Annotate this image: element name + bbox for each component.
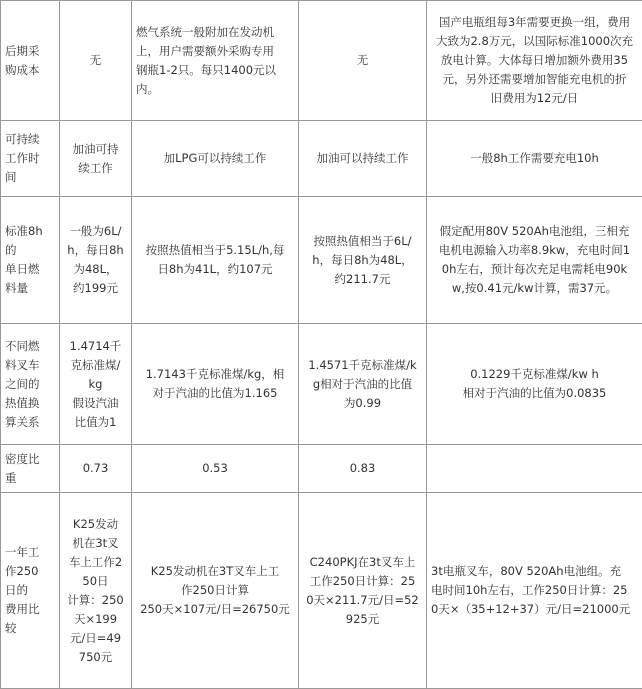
diesel-cell: 按照热值相当于6L/ h，每日8h为48L， 约211.7元	[299, 197, 427, 324]
diesel-cell: 0.83	[299, 445, 427, 493]
row-header: 可持续 工作时 间	[1, 121, 60, 197]
lpg-cell: 燃气系统一般附加在发动机 上，用户需要额外采购专用 钢瓶1-2只。每只1400元以 内。	[132, 1, 299, 121]
lpg-cell: 0.53	[132, 445, 299, 493]
row-header: 不同燃 料叉车 之间的 热值换 算关系	[1, 324, 60, 445]
electric-cell: 国产电瓶组每3年需要更换一组，费用 大致为2.8万元，以国际标准1000次充 放电计算。大体每日增加额外费用35 元，另外还需要增加智能充电机的折 旧费用为12元/日	[427, 1, 642, 121]
electric-cell: 3t电瓶叉车，80V 520Ah电池组。充 电时间10h左右，工作250日计算：25 0天×（35+12+37）元/日=21000元	[427, 493, 642, 689]
lpg-cell: 按照热值相当于5.15L/h,每 日8h为41L，约107元	[132, 197, 299, 324]
table-row-density	[1, 445, 642, 493]
gasoline-cell: 加油可持 续工作	[60, 121, 132, 197]
gasoline-cell: K25发动 机在3t叉 车上工作2 50日 计算：250 天×199 元/日=49 750元	[60, 493, 132, 689]
gasoline-cell: 一般为6L/ h，每日8h 为48L， 约199元	[60, 197, 132, 324]
lpg-cell: K25发动机在3T叉车上工 作250日计算 250天×107元/日=26750元	[132, 493, 299, 689]
table-row-annual-cost-comparison	[1, 493, 642, 689]
electric-cell: 假定配用80V 520Ah电池组，三相充 电机电源输入功率8.9kw，充电时间1 0h左右，预计每次充足电需耗电90k w,按0.41元/kw计算，需37元。	[427, 197, 642, 324]
diesel-cell: 无	[299, 1, 427, 121]
gasoline-cell: 0.73	[60, 445, 132, 493]
row-header: 一年工 作250 日的 费用比 较	[1, 493, 60, 689]
row-header: 密度比 重	[1, 445, 60, 493]
electric-cell: 0.1229千克标准煤/kw h 相对于汽油的比值为0.0835	[427, 324, 642, 445]
table-row-heat-value-conversion	[1, 324, 642, 445]
lpg-cell: 加LPG可以持续工作	[132, 121, 299, 197]
electric-cell	[427, 445, 642, 493]
row-header: 标准8h 的 单日燃 料量	[1, 197, 60, 324]
electric-cell: 一般8h工作需要充电10h	[427, 121, 642, 197]
diesel-cell: 1.4571千克标准煤/k g相对于汽油的比值 为0.99	[299, 324, 427, 445]
lpg-cell: 1.7143千克标准煤/kg，相 对于汽油的比值为1.165	[132, 324, 299, 445]
table-row-continuous-work-time	[1, 121, 642, 197]
gasoline-cell: 无	[60, 1, 132, 121]
row-header: 后期采 购成本	[1, 1, 60, 121]
table-row-later-purchase-cost	[1, 1, 642, 121]
diesel-cell: 加油可以持续工作	[299, 121, 427, 197]
table-row-daily-fuel-8h	[1, 197, 642, 324]
gasoline-cell: 1.4714千 克标准煤/ kg 假设汽油 比值为1	[60, 324, 132, 445]
diesel-cell: C240PKJ在3t叉车上 工作250日计算：25 0天×211.7元/日=52 925元	[299, 493, 427, 689]
